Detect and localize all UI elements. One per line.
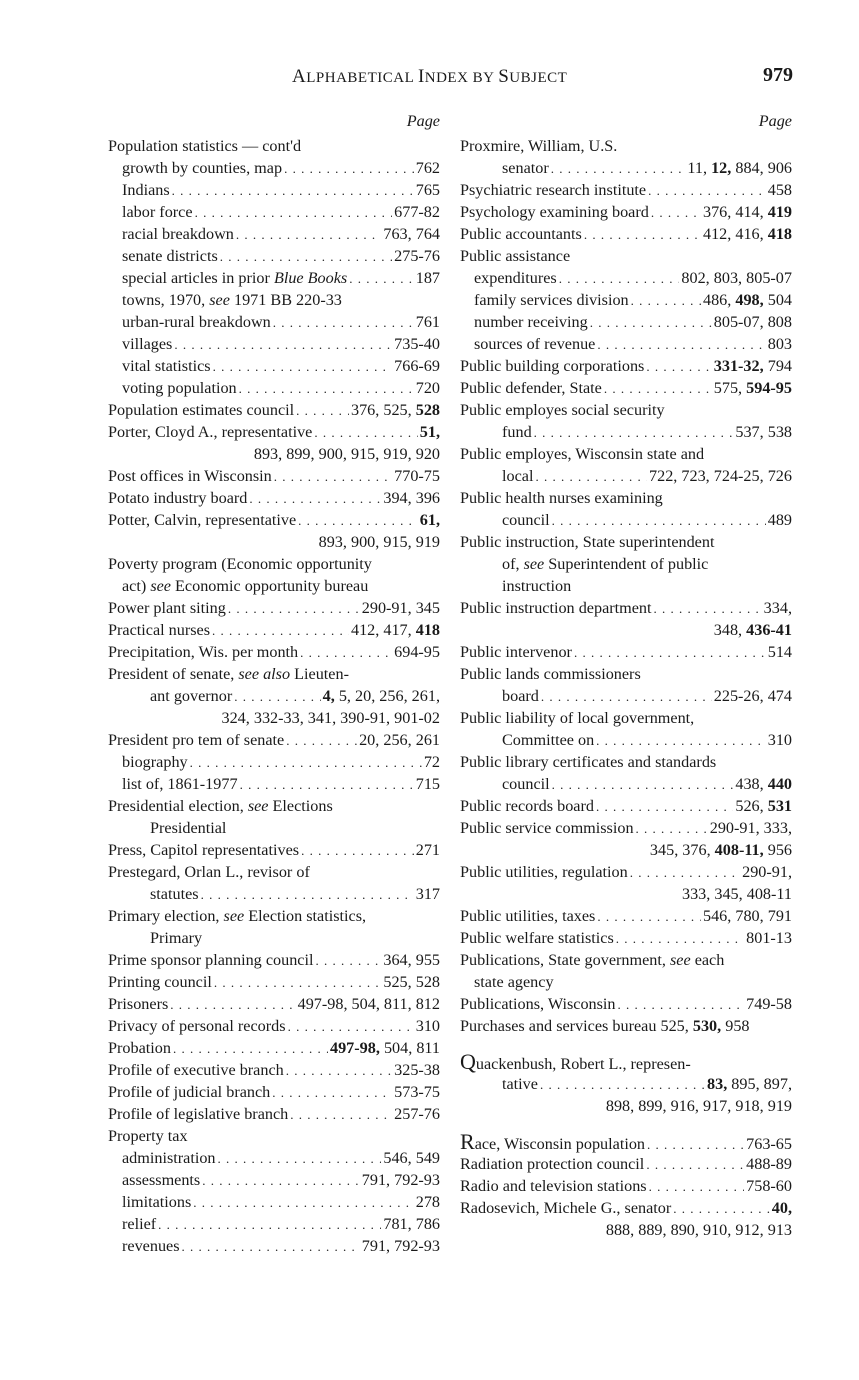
index-entry: Public instruction, State superintendent [460,533,715,551]
index-entry: board . . . 225-26, 474 [460,685,792,707]
index-entry: number receiving . . . 805-07, 808 [460,311,792,333]
index-entry: Committee on . . . 310 [460,729,792,751]
index-entry: Population statistics — cont'd [108,137,302,155]
index-entry: act) see Economic opportunity bureau [122,577,369,595]
index-entry: Presidential [150,819,227,837]
index-entry: Radiation protection council . . . 488-89 [460,1153,792,1175]
index-entry: Race, Wisconsin population . . . 763-65 [460,1131,792,1153]
index-entry: fund . . . 537, 538 [460,421,792,443]
index-entry: voting population . . . 720 [108,377,440,399]
index-entry: Property tax [108,1127,188,1145]
index-entry: 348, 436-41 [713,621,792,639]
index-entry: Profile of executive branch . . . 325-38 [108,1059,440,1081]
index-entry: administration . . . 546, 549 [108,1147,440,1169]
index-entry: statutes . . . 317 [108,883,440,905]
index-entry: 333, 345, 408-11 [681,885,792,903]
index-entry: growth by counties, map . . . 762 [108,157,440,179]
index-entry: 324, 332-33, 341, 390-91, 901-02 [221,709,440,727]
index-entry: Radosevich, Michele G., senator . . . 40, [460,1197,792,1219]
index-column-right [460,110,792,1241]
index-entry: villages . . . 735-40 [108,333,440,355]
index-entry: ant governor . . . 4, 5, 20, 256, 261, [108,685,440,707]
index-entry: Primary election, see Election statistics, [108,907,367,925]
index-entry: tative . . . 83, 895, 897, [460,1073,792,1095]
index-entry: Potter, Calvin, representative . . . 61, [108,509,440,531]
index-entry: 888, 889, 890, 910, 912, 913 [605,1221,792,1239]
index-entry: Population estimates council . . . 376, 525, 528 [108,399,440,421]
page-label: Page [758,112,792,130]
index-entry: Public utilities, regulation . . . 290-91, [460,861,792,883]
page-label: Page [406,112,440,130]
index-entry: of, see Superintendent of public [502,555,709,573]
index-entry: sources of revenue . . . 803 [460,333,792,355]
index-entry: 893, 900, 915, 919 [318,533,440,551]
index-entry: vital statistics . . . 766-69 [108,355,440,377]
index-entry: Prime sponsor planning council . . . 364, 955 [108,949,440,971]
index-entry: Profile of legislative branch . . . 257-76 [108,1103,440,1125]
index-entry: revenues . . . 791, 792-93 [108,1235,440,1257]
index-entry: Public welfare statistics . . . 801-13 [460,927,792,949]
index-entry: Public employes, Wisconsin state and [460,445,705,463]
index-entry: instruction [502,577,572,595]
index-entry: President pro tem of senate . . . 20, 256, 261 [108,729,440,751]
index-entry: Public employes social security [460,401,665,419]
index-entry: senate districts . . . 275-76 [108,245,440,267]
index-entry: Public utilities, taxes . . . 546, 780, 791 [460,905,792,927]
index-entry: towns, 1970, see 1971 BB 220-33 [122,291,342,309]
index-entry: Publications, Wisconsin . . . 749-58 [460,993,792,1015]
index-entry: 898, 899, 916, 917, 918, 919 [605,1097,792,1115]
index-entry: Post offices in Wisconsin . . . 770-75 [108,465,440,487]
index-entry: state agency [474,973,554,991]
index-entry: Probation . . . 497-98, 504, 811 [108,1037,440,1059]
index-entry: biography . . . 72 [108,751,440,773]
index-entry: family services division . . . 486, 498, 504 [460,289,792,311]
index-entry: Privacy of personal records . . . 310 [108,1015,440,1037]
index-entry: Prisoners . . . 497-98, 504, 811, 812 [108,993,440,1015]
index-entry: Quackenbush, Robert L., represen- [460,1051,691,1073]
index-entry: Purchases and services bureau 525, 530, 958 [460,1017,750,1035]
index-entry: 893, 899, 900, 915, 919, 920 [253,445,440,463]
index-entry: Potato industry board . . . 394, 396 [108,487,440,509]
index-entry: Public service commission . . . 290-91, 333, [460,817,792,839]
running-head: ALPHABETICAL INDEX BY SUBJECT [292,66,568,87]
index-entry: Printing council . . . 525, 528 [108,971,440,993]
index-entry: Psychology examining board . . . 376, 414, 419 [460,201,792,223]
index-entry: Porter, Cloyd A., representative . . . 51, [108,421,440,443]
index-entry: Primary [150,929,203,947]
index-entry: local . . . 722, 723, 724-25, 726 [460,465,792,487]
index-entry: list of, 1861-1977 . . . 715 [108,773,440,795]
index-entry: Public liability of local government, [460,709,695,727]
index-entry: Profile of judicial branch . . . 573-75 [108,1081,440,1103]
index-entry: Practical nurses . . . 412, 417, 418 [108,619,440,641]
index-entry: racial breakdown . . . 763, 764 [108,223,440,245]
index-entry: Publications, State government, see each [460,951,725,969]
index-entry: expenditures . . . 802, 803, 805-07 [460,267,792,289]
index-entry: Presidential election, see Elections [108,797,333,815]
index-entry: senator . . . 11, 12, 884, 906 [460,157,792,179]
index-entry: Public records board . . . 526, 531 [460,795,792,817]
index-entry: President of senate, see also Lieuten- [108,665,349,683]
index-entry: Public instruction department . . . 334, [460,597,792,619]
index-entry: Proxmire, William, U.S. [460,137,618,155]
index-entry: Precipitation, Wis. per month . . . 694-95 [108,641,440,663]
index-entry: council . . . 489 [460,509,792,531]
index-entry: relief . . . 781, 786 [108,1213,440,1235]
index-entry: urban-rural breakdown . . . 761 [108,311,440,333]
index-entry: Public lands commissioners [460,665,641,683]
index-entry: Psychiatric research institute . . . 458 [460,179,792,201]
index-entry: Prestegard, Orlan L., revisor of [108,863,310,881]
index-entry: Radio and television stations . . . 758-60 [460,1175,792,1197]
index-entry: Public assistance [460,247,571,265]
index-entry: 345, 376, 408-11, 956 [649,841,792,859]
index-entry: Public accountants . . . 412, 416, 418 [460,223,792,245]
index-entry: limitations . . . 278 [108,1191,440,1213]
index-entry: Public health nurses examining [460,489,663,507]
index-entry: Press, Capitol representatives . . . 271 [108,839,440,861]
page-number: 979 [763,64,793,86]
index-entry: council . . . 438, 440 [460,773,792,795]
index-entry: Public defender, State . . . 575, 594-95 [460,377,792,399]
index-entry: Public building corporations . . . 331-32, 794 [460,355,792,377]
index-entry: labor force . . . 677-82 [108,201,440,223]
index-entry: Power plant siting . . . 290-91, 345 [108,597,440,619]
index-entry: Public library certificates and standards [460,753,717,771]
index-entry: Public intervenor . . . 514 [460,641,792,663]
index-entry: assessments . . . 791, 792-93 [108,1169,440,1191]
index-entry: special articles in prior Blue Books . . . 187 [108,267,440,289]
index-column-left [108,110,440,1257]
index-entry: Indians . . . 765 [108,179,440,201]
index-entry: Poverty program (Economic opportunity [108,555,372,573]
